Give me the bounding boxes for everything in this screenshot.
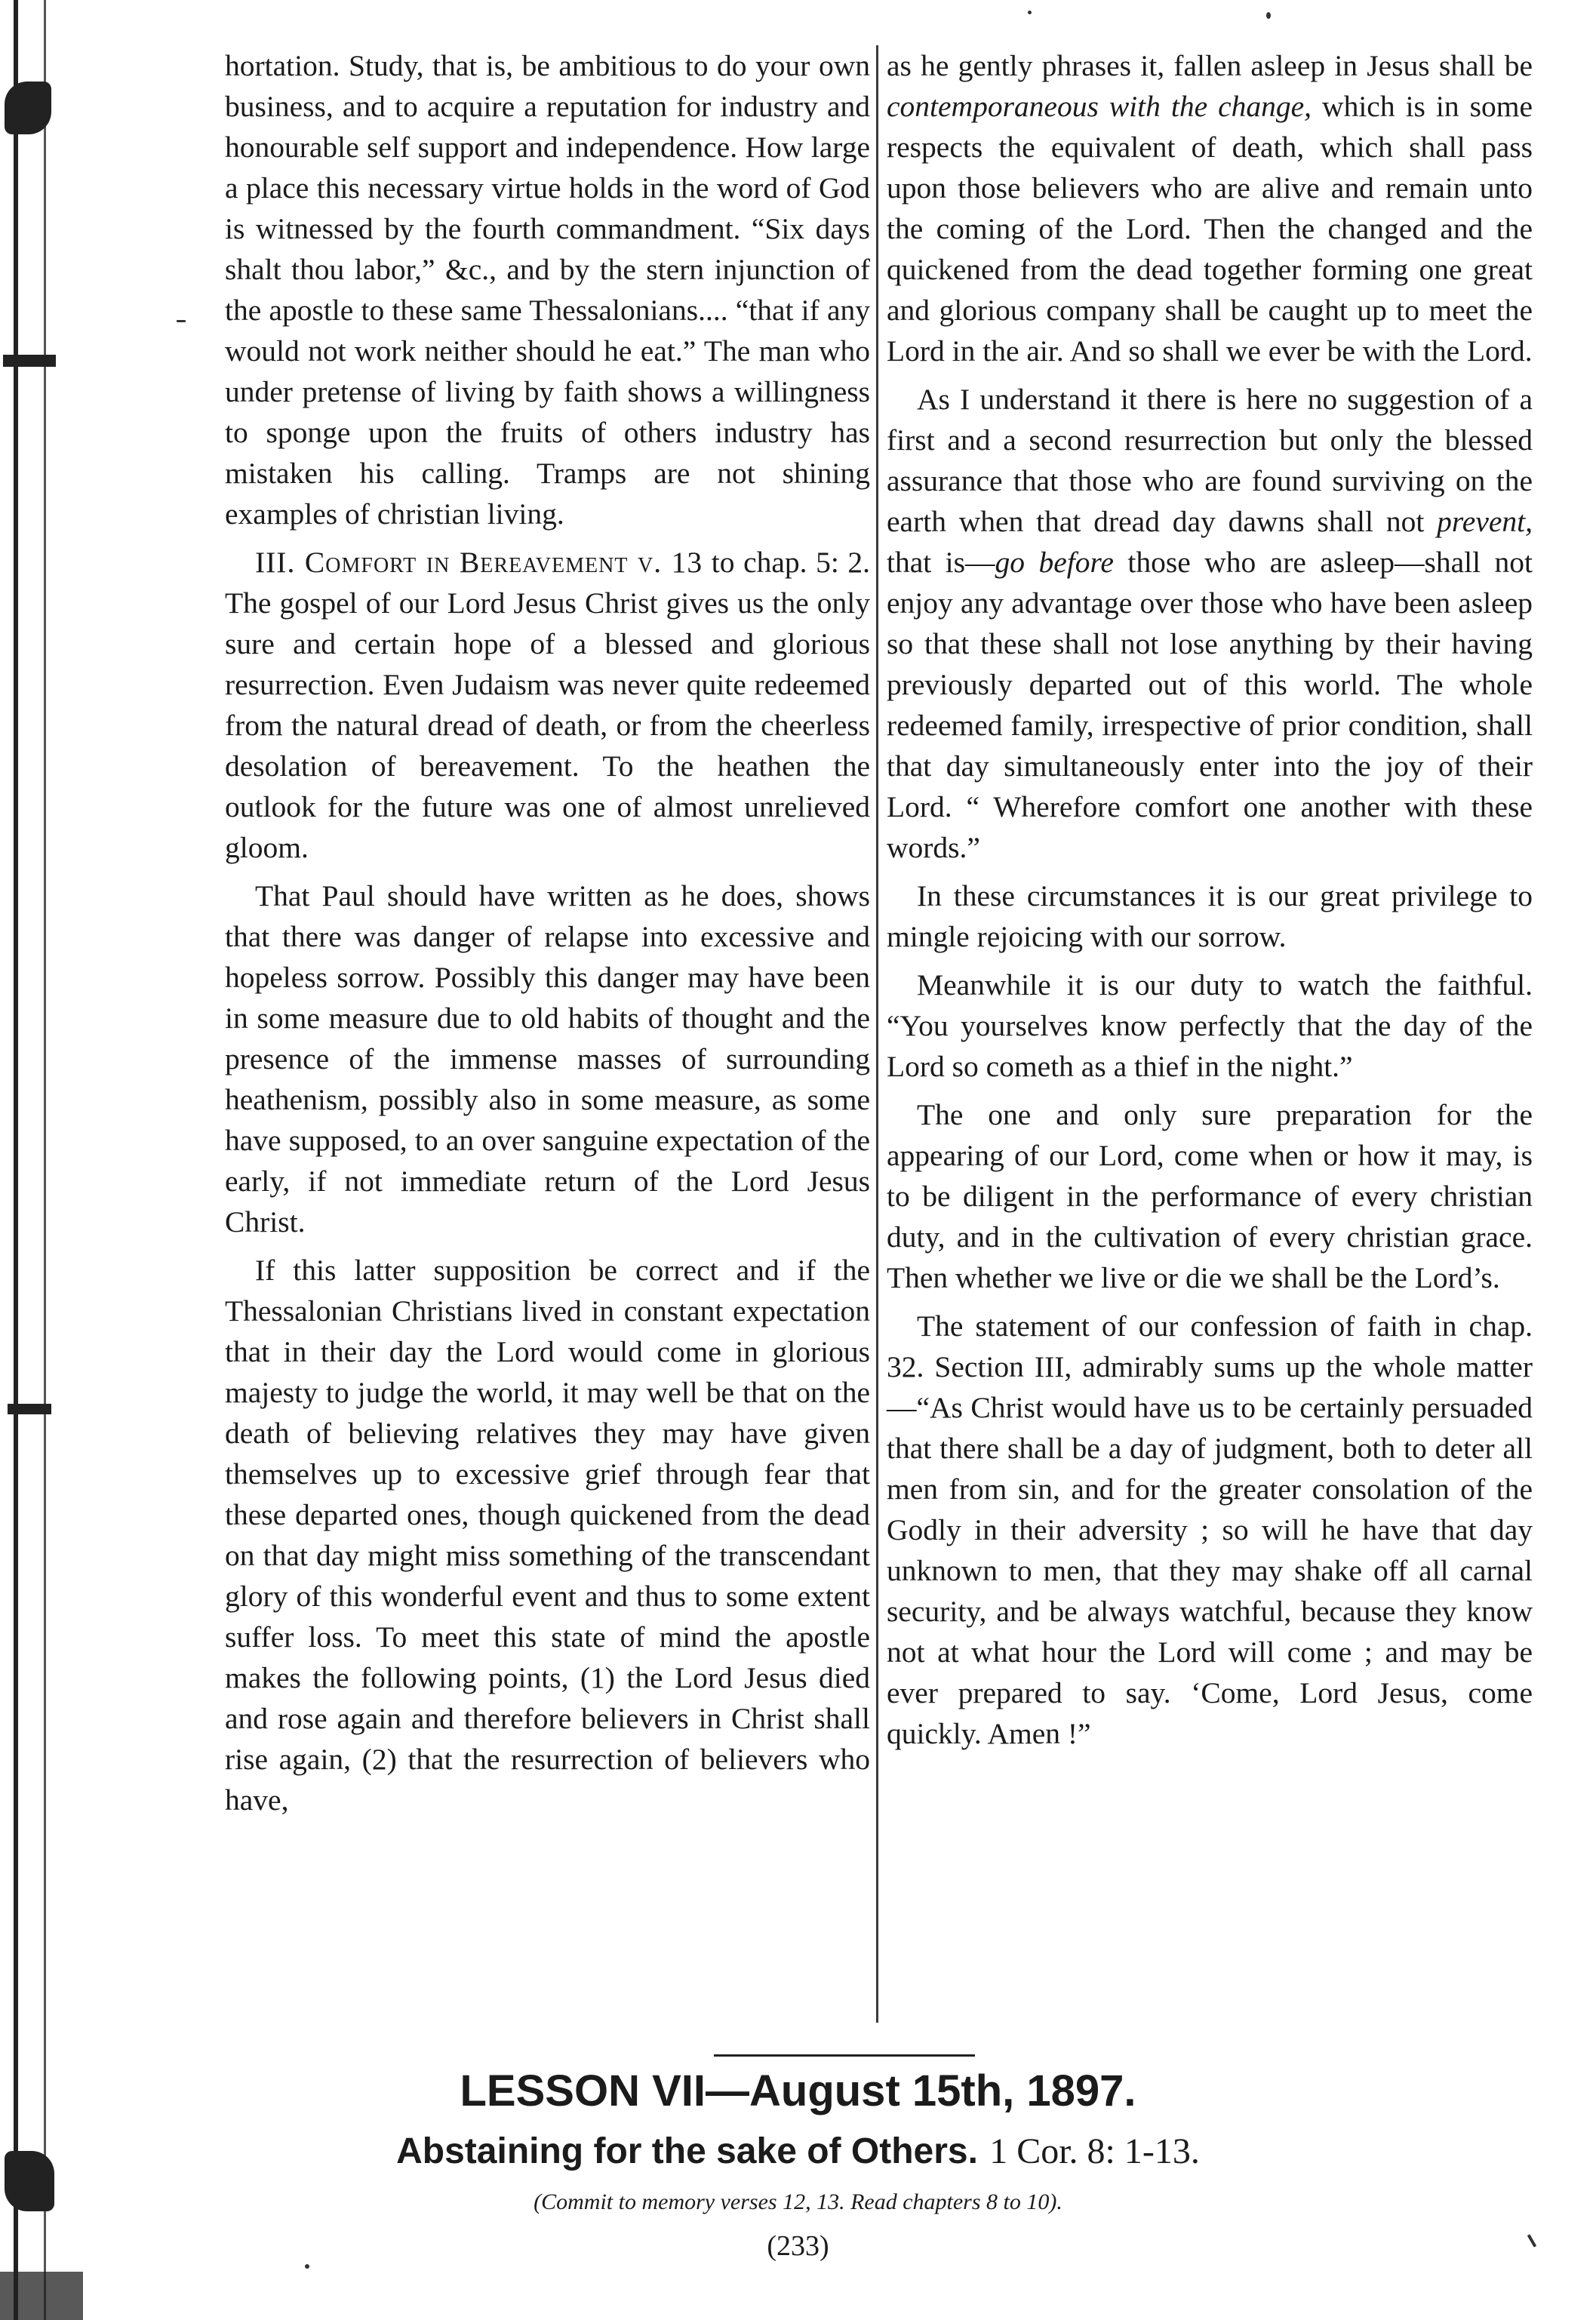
paragraph: The one and only sure preparation for the appearing of our Lord, come when or how it may, is to be diligent in the performance of every christian duty, and in the cultivation of every christian grace. Then whether we live or die we shall be the Lord’s.: [887, 1098, 1533, 1294]
paragraph-text: as he gently phrases it, fallen asleep in Jesus shall be: [887, 49, 1533, 82]
paragraph: [887, 45, 1533, 371]
lesson-heading: Abstaining for the sake of Others.: [396, 2131, 978, 2171]
binding-ornament-top: [5, 82, 51, 134]
paragraph-text: which is in some respects the equivalent of death, which shall pass upon those believers who are alive and remain unto the coming of the Lord. Then the changed and the quickened from the dead together forming one great and glorious company shall be caught up to meet the Lord in the air. And so shall we ever be with the Lord.: [887, 90, 1533, 368]
paragraph-text: that is—: [887, 546, 995, 579]
paragraph: Meanwhile it is our duty to watch the faithful. “You yourselves know perfectly that the day of the Lord so cometh as a thief in the night.”: [887, 968, 1533, 1083]
paragraph: [887, 379, 1533, 868]
section-heading: III. Comfort in Bereavement v. 13: [255, 546, 703, 579]
paragraph: In these circumstances it is our great privilege to mingle rejoicing with our sorrow.: [887, 879, 1533, 953]
column-divider: [876, 45, 878, 2023]
lesson-note: (Commit to memory verses 12, 13. Read chapters 8 to 10).: [534, 2189, 1062, 2214]
italic-text: prevent,: [1437, 505, 1533, 538]
lesson-subtitle: [0, 2127, 1596, 2176]
right-column: [887, 45, 1533, 1762]
paragraph: hortation. Study, that is, be ambitious to do your own business, and to acquire a reputation for industry and honourable self support and independence. How large a place this necessary virtue holds in the word of God is witnessed by the fourth commandment. “Six days shalt thou labor,” &c., and by the stern injunction of the apostle to these same Thessalonians.... “that if any would not work neither should he eat.” The man who under pretense of living by faith shows a willingness to sponge upon the fruits of others industry has mistaken his calling. Tramps are not shining examples of christian living.: [225, 49, 870, 531]
paragraph: The statement of our confession of faith in chap. 32. Section III, admirably sums up the whole matter—“As Christ would have us to be certainly persuaded that there shall be a day of judgment, both to deter all men from sin, and for the greater consolation of the Godly in their adversity ; so will he have that day unknown to men, that they may shake off all carnal security, and be always watchful, because they know not at what hour the Lord will come ; and may be ever prepared to say. ‘Come, Lord Jesus, come quickly. Amen !”: [887, 1309, 1533, 1750]
paragraph-text: As I understand it there is here no suggestion of a first and a second resurrection but only the blessed assurance that those who are found surviving on the earth when that dread day dawns shall not: [887, 383, 1533, 538]
italic-text: go before: [995, 546, 1114, 579]
italic-text: contemporaneous with the change,: [887, 90, 1312, 123]
paragraph: That Paul should have written as he does, shows that there was danger of relapse into excessive and hopeless sorrow. Possibly this danger may have been in some measure due to old habits of thought and the presence of the immense masses of surrounding heathenism, possibly also in some measure, as some have supposed, to an over sanguine expectation of the early, if not immediate return of the Lord Jesus Christ.: [225, 879, 870, 1238]
paragraph: If this latter supposition be correct and if the Thessalonian Christians lived in constant expectation that in their day the Lord would come in glorious majesty to judge the world, it may well be that on the death of believing relatives they may have given themselves up to excessive grief through fear that these departed ones, though quickened from the dead on that day might miss something of the transcendant glory of this wonderful event and thus to some extent suffer loss. To meet this state of mind the apostle makes the following points, (1) the Lord Jesus died and rose again and therefore believers in Christ shall rise again, (2) that the resurrection of believers who have,: [225, 1254, 870, 1817]
section-rule: [714, 2054, 975, 2057]
page-binding-edge: [14, 0, 46, 2320]
binding-ornament-mid: [3, 355, 56, 367]
paragraph-text: those who are asleep—shall not enjoy any advantage over those who have been asleep so that these shall not lose anything by their having previously departed out of this world. The whole redeemed family, irrespective of prior condition, shall that day simultaneously enter into the joy of their Lord. “ Wherefore comfort one another with these words.”: [887, 546, 1533, 864]
binding-ornament-mid-2: [8, 1404, 51, 1414]
ink-speck: [177, 320, 186, 322]
left-column: [225, 45, 870, 1828]
page-number: (233): [767, 2230, 829, 2262]
paragraph-text: to chap. 5: 2. The gospel of our Lord Jesus Christ gives us the only sure and certain hope of a blessed and glorious resurrection. Even Judaism was never quite redeemed from the natural dread of death, or from the cheerless desolation of bereavement. To the heathen the outlook for the future was one of almost unrelieved gloom.: [225, 546, 870, 864]
ink-speck: [1266, 12, 1271, 19]
scripture-reference: 1 Cor. 8: 1-13.: [989, 2131, 1200, 2171]
ink-speck: [1028, 11, 1032, 14]
binding-ornament-base: [0, 2272, 83, 2320]
lesson-title: LESSON VII—August 15th, 1897.: [460, 2066, 1136, 2115]
paragraph: [225, 542, 870, 868]
